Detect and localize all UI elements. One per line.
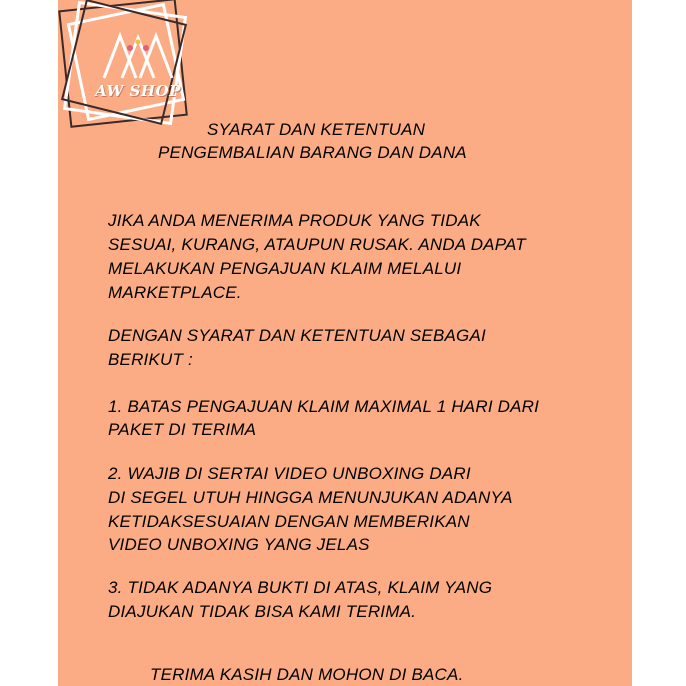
rule-3-line-1: 3. TIDAK ADANYA BUKTI DI ATAS, KLAIM YANG (108, 578, 493, 597)
intro-line-2: SESUAI, KURANG, ATAUPUN RUSAK. ANDA DAPAT (108, 235, 526, 254)
logo-brand-text: AW SHOP (95, 82, 181, 100)
intro-line-4: MARKETPLACE. (108, 283, 242, 302)
rule-3-line-2: DIAJUKAN TIDAK BISA KAMI TERIMA. (108, 602, 417, 621)
terms-intro-line-1: DENGAN SYARAT DAN KETENTUAN SEBAGAI (108, 326, 486, 345)
rule-1-line-2: PAKET DI TERIMA (108, 420, 257, 439)
heading-line-1: SYARAT DAN KETENTUAN (207, 120, 426, 139)
rule-2-line-1: 2. WAJIB DI SERTAI VIDEO UNBOXING DARI (108, 464, 471, 483)
rule-2-line-3: KETIDAKSESUAIAN DENGAN MEMBERIKAN (108, 512, 470, 531)
rule-2-line-4: VIDEO UNBOXING YANG JELAS (108, 535, 370, 554)
rule-2-line-2: DI SEGEL UTUH HINGGA MENUNJUKAN ADANYA (108, 488, 513, 507)
closing-text: TERIMA KASIH DAN MOHON DI BACA. (150, 665, 464, 684)
rule-1-line-1: 1. BATAS PENGAJUAN KLAIM MAXIMAL 1 HARI DARI (108, 397, 540, 416)
intro-line-1: JIKA ANDA MENERIMA PRODUK YANG TIDAK (108, 211, 481, 230)
aw-monogram-icon (100, 28, 176, 80)
intro-line-3: MELAKUKAN PENGAJUAN KLAIM MELALUI (108, 259, 462, 278)
heading-line-2: PENGEMBALIAN BARANG DAN DANA (158, 143, 467, 162)
terms-intro-line-2: BERIKUT : (108, 350, 193, 369)
poster (58, 0, 632, 686)
